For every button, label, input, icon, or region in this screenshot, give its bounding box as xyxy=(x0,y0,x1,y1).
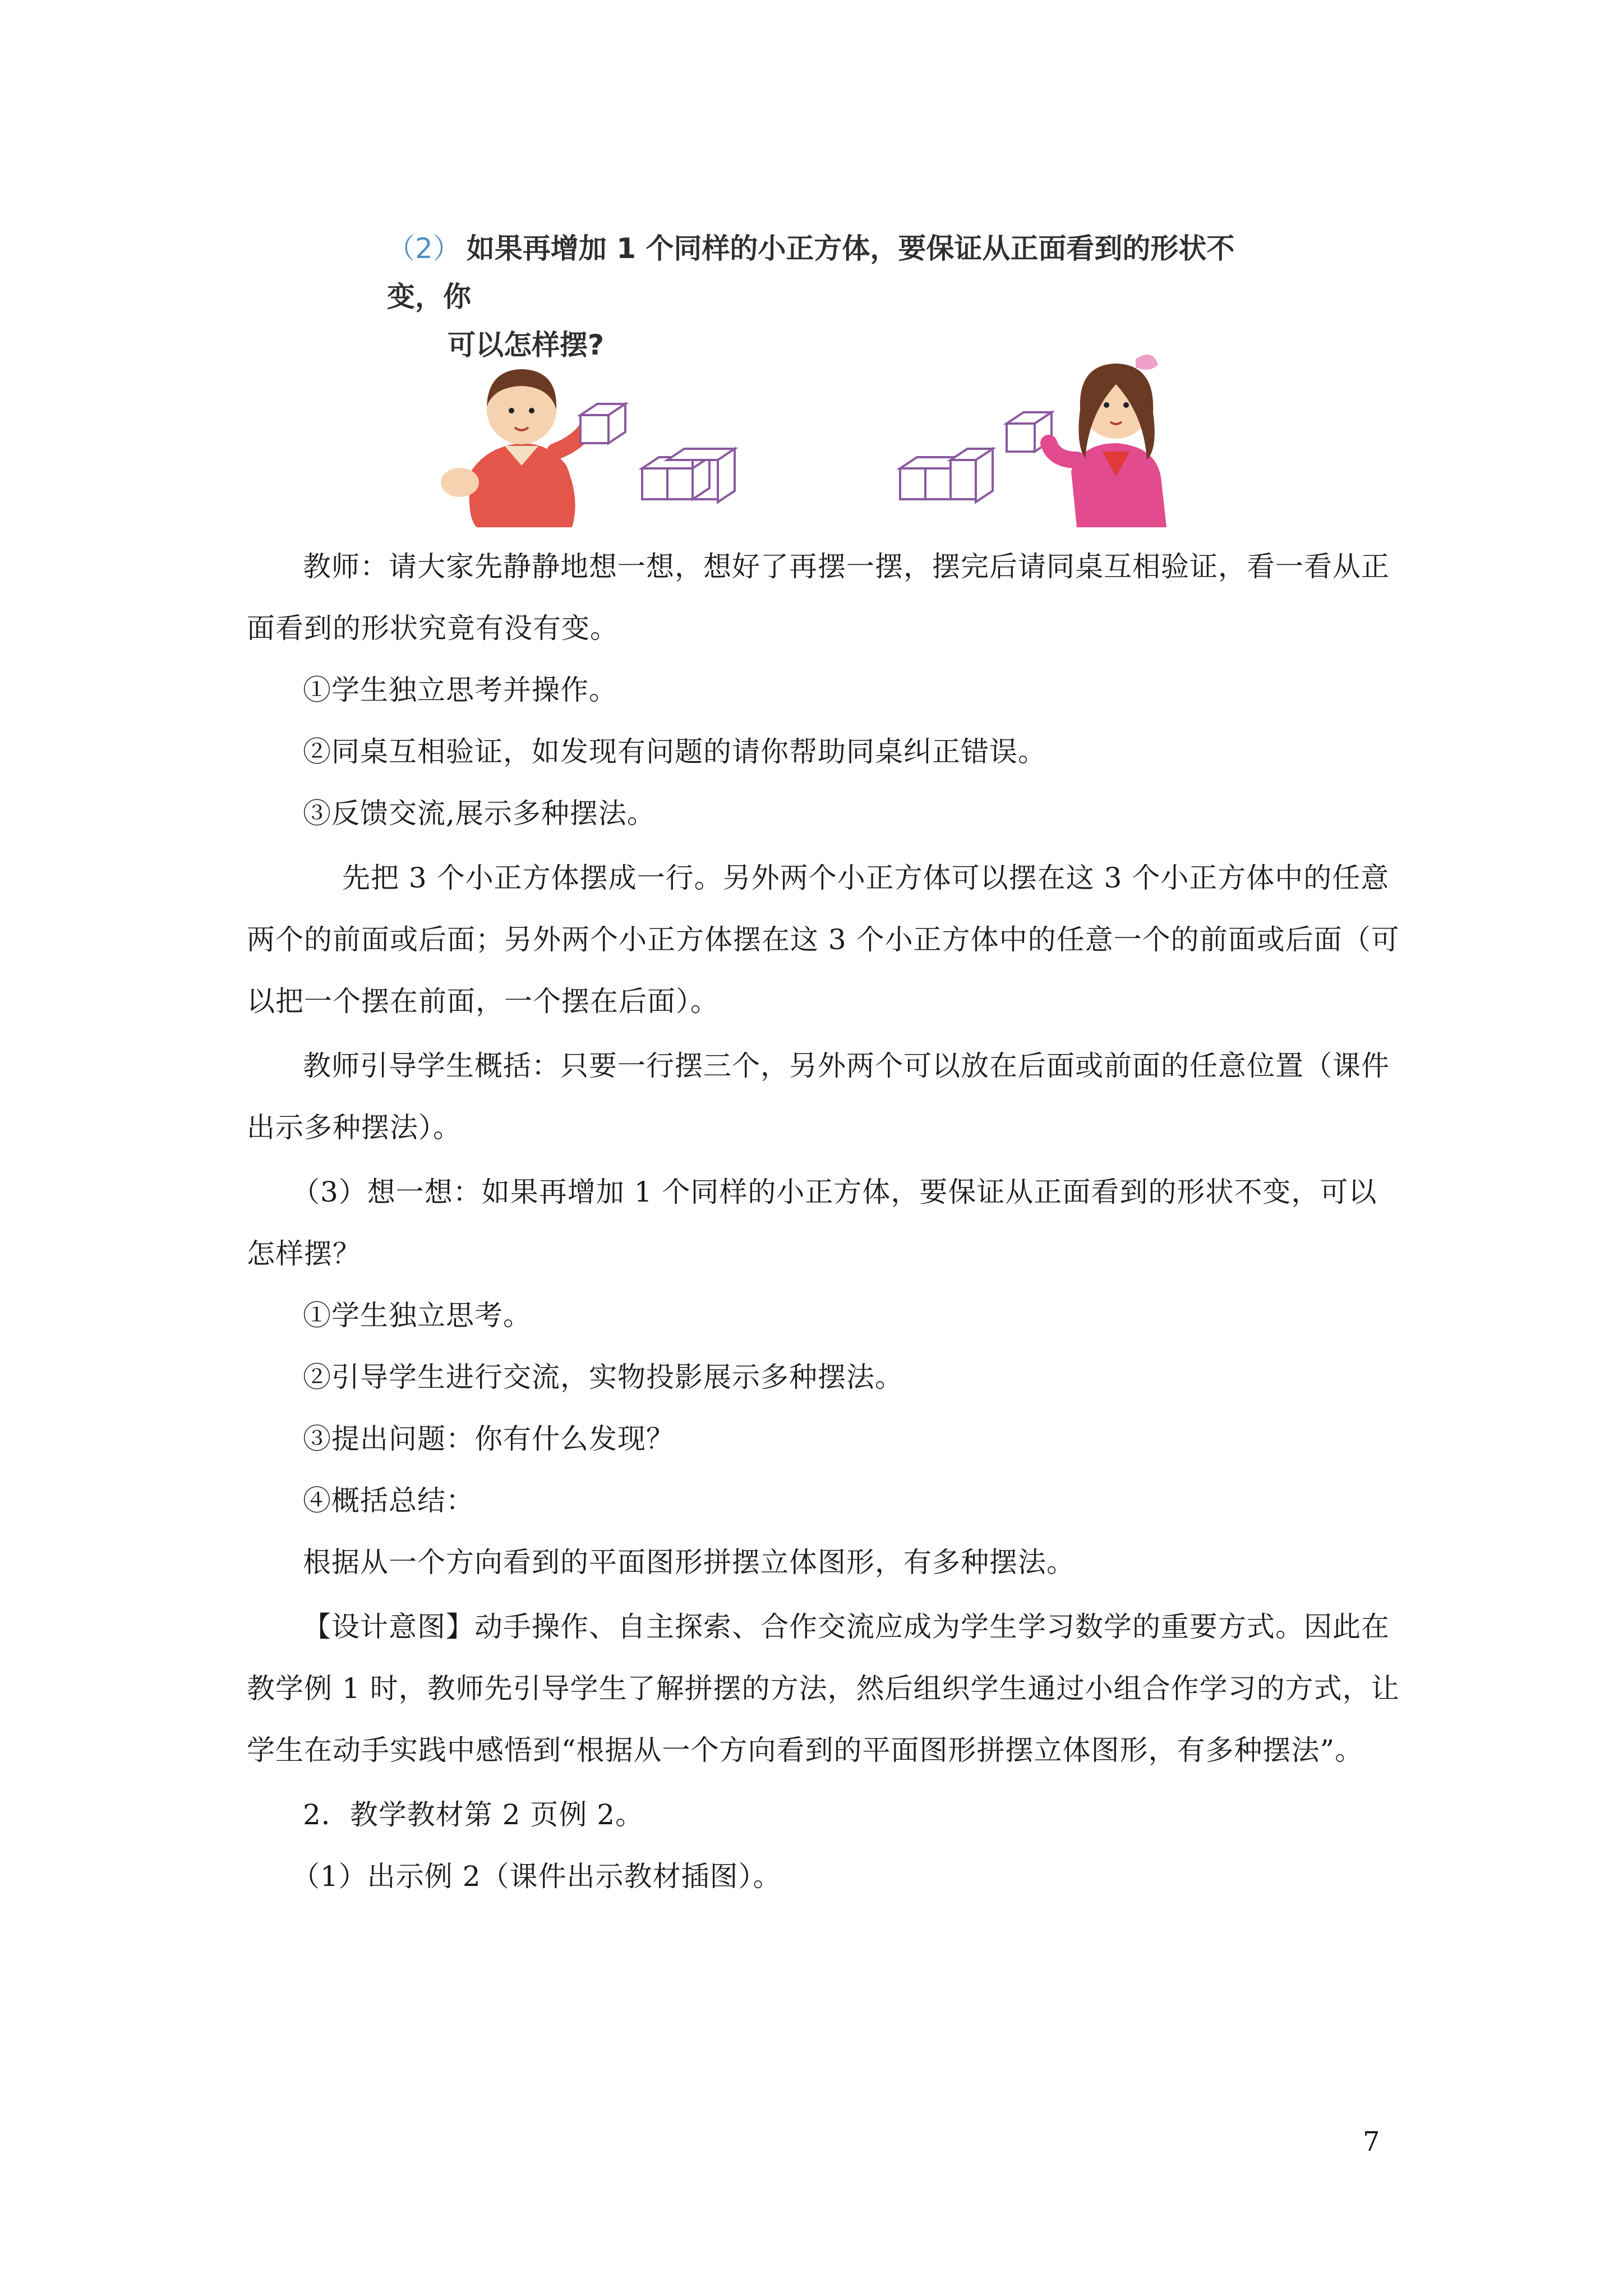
paragraph-method-line-3: 以把一个摆在前面，一个摆在后面）。 xyxy=(247,985,719,1018)
paragraph-design-intent-line-1: 【设计意图】动手操作、自主探索、合作交流应成为学生学习数学的重要方式。因此在 xyxy=(303,1611,1390,1643)
paragraph-think-line-1: （3）想一想：如果再增加 1 个同样的小正方体，要保证从正面看到的形状不变，可以 xyxy=(292,1176,1377,1208)
paragraph-think-step-1: ①学生独立思考。 xyxy=(303,1299,532,1332)
paragraph-summary-line-2: 出示多种摆法）。 xyxy=(247,1111,462,1144)
paragraph-step-2: ②同桌互相验证，如发现有问题的请你帮助同桌纠正错误。 xyxy=(303,735,1046,768)
paragraph-method-line-1: 先把 3 个小正方体摆成一行。另外两个小正方体可以摆在这 3 个小正方体中的任意 xyxy=(342,862,1390,894)
paragraph-think-step-4: ④概括总结： xyxy=(303,1484,474,1517)
paragraph-design-intent-line-2: 教学例 1 时，教师先引导学生了解拼摆的方法，然后组织学生通过小组合作学习的方式，让 xyxy=(247,1672,1400,1705)
question-line-1: 如果再增加 1 个同样的小正方体，要保证从正面看到的形状不变，你 xyxy=(387,232,1235,313)
question-number: （2） xyxy=(387,232,461,265)
page-number: 7 xyxy=(1363,2126,1380,2157)
illustration-art xyxy=(387,331,1284,527)
textbook-illustration xyxy=(387,224,1284,527)
paragraph-step-1: ①学生独立思考并操作。 xyxy=(303,674,617,706)
paragraph-example-2-step-1: （1）出示例 2（课件出示教材插图）。 xyxy=(292,1860,782,1893)
paragraph-think-step-2: ②引导学生进行交流，实物投影展示多种摆法。 xyxy=(303,1361,903,1393)
girl-figure xyxy=(1049,355,1166,527)
question-line-2: 可以怎样摆? xyxy=(448,329,605,361)
paragraph-teacher-instruction-line-2: 面看到的形状究竟有没有变。 xyxy=(247,612,619,645)
paragraph-design-intent-line-3: 学生在动手实践中感悟到“根据从一个方向看到的平面图形拼摆立体图形，有多种摆法”。 xyxy=(247,1734,1364,1766)
boy-figure xyxy=(441,369,589,527)
cube-arrangement-right xyxy=(900,449,993,502)
cube-arrangement-left xyxy=(642,449,735,502)
paragraph-method-line-2: 两个的前面或后面；另外两个小正方体摆在这 3 个小正方体中的任意一个的前面或后面（可 xyxy=(247,923,1400,956)
paragraph-teacher-instruction-line-1: 教师：请大家先静静地想一想，想好了再摆一摆，摆完后请同桌互相验证，看一看从正 xyxy=(303,550,1390,583)
paragraph-example-2-heading: 2．教学教材第 2 页例 2。 xyxy=(303,1798,644,1831)
paragraph-summary-line-1: 教师引导学生概括：只要一行摆三个，另外两个可以放在后面或前面的任意位置（课件 xyxy=(303,1050,1390,1082)
held-cube-left xyxy=(580,404,625,443)
paragraph-step-3: ③反馈交流,展示多种摆法。 xyxy=(303,797,656,830)
paragraph-think-step-3: ③提出问题：你有什么发现？ xyxy=(303,1423,675,1455)
paragraph-conclusion: 根据从一个方向看到的平面图形拼摆立体图形，有多种摆法。 xyxy=(303,1546,1075,1579)
paragraph-think-line-2: 怎样摆？ xyxy=(247,1237,361,1270)
